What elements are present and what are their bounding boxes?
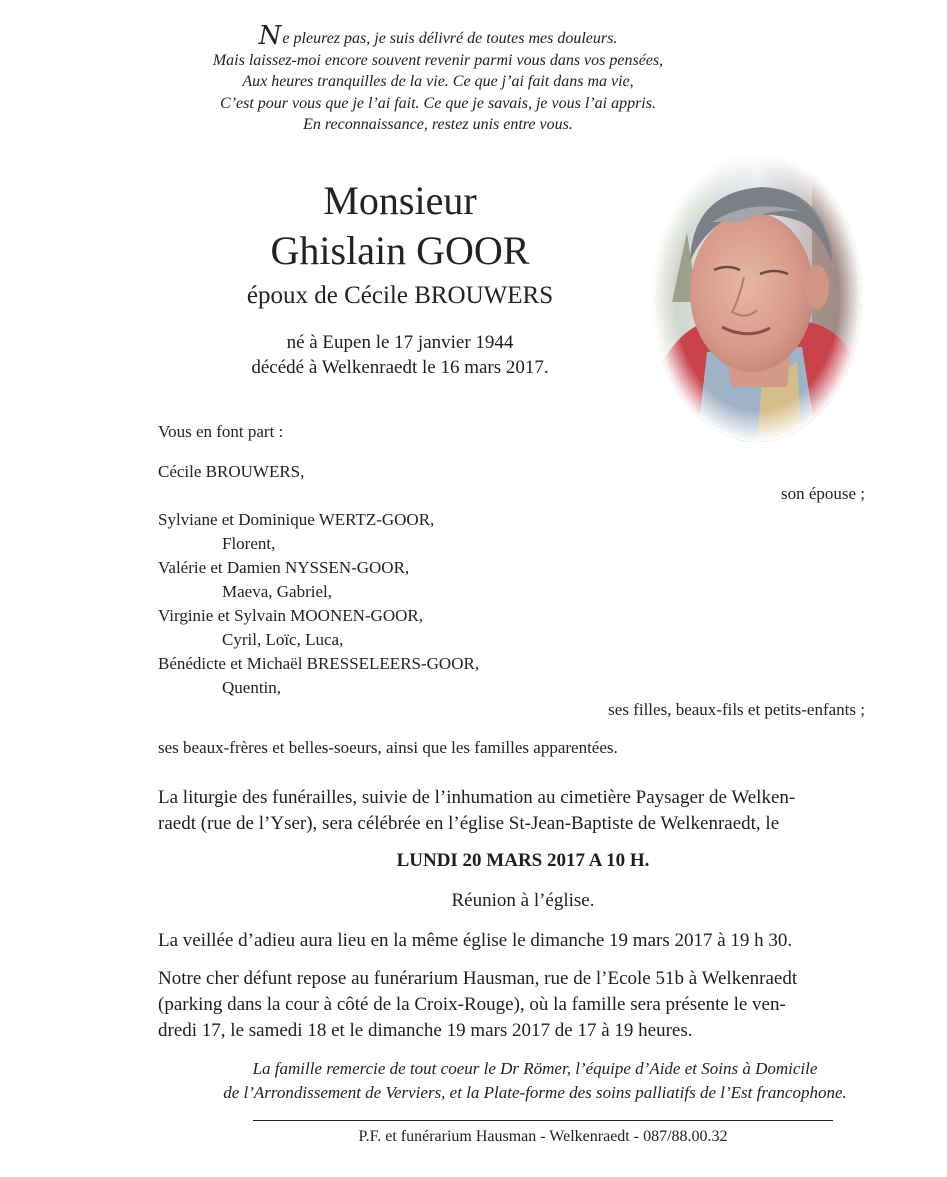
child-couple-4: Bénédicte et Michaël BRESSELEERS-GOOR, xyxy=(158,654,480,673)
poem-line-1: Ne pleurez pas, je suis délivré de toutes mes douleurs. xyxy=(258,21,618,51)
visitation-paragraph: Notre cher défunt repose au funérarium Hausman, rue de l’Ecole 51b à Welkenraedt (parking dans la cour à côté de la Croix-Rouge), où la famille sera présente le ven- dredi 17, le samedi 18 et le dimanche 19 mars 2017 de 17 à 19 heures. xyxy=(158,968,798,1041)
liturgy-paragraph: La liturgie des funérailles, suivie de l’inhumation au cimetière Paysager de Welken- raedt (rue de l’Yser), sera célébrée en l’église St-Jean-Baptiste de Welkenraedt, le xyxy=(158,787,796,834)
poem-line-5: En reconnaissance, restez unis entre vous. xyxy=(303,116,573,133)
children-relation: ses filles, beaux-fils et petits-enfants ; xyxy=(608,700,865,719)
announcement-intro: Vous en font part : xyxy=(158,422,284,441)
life-dates xyxy=(200,330,600,380)
funeral-home-footer: P.F. et funérarium Hausman - Welkenraedt - 087/88.00.32 xyxy=(358,1128,728,1145)
deceased-header xyxy=(200,176,600,380)
meeting-place: Réunion à l’église. xyxy=(451,890,595,911)
vigil-info: La veillée d’adieu aura lieu en la même église le dimanche 19 mars 2017 à 19 h 30. xyxy=(158,930,793,951)
extended-family: ses beaux-frères et belles-soeurs, ainsi que les familles apparentées. xyxy=(158,738,618,757)
deceased-name: Ghislain GOOR xyxy=(270,228,530,273)
spouse-line: époux de Cécile BROUWERS xyxy=(246,282,554,309)
thanks-note: La famille remercie de tout coeur le Dr Römer, l’équipe d’Aide et Soins à Domicile de l’Arrondissement de Verviers, et la Plate-forme des soins palliatifs de l’Est francophone. xyxy=(223,1059,847,1102)
grandchildren-2: Maeva, Gabriel, xyxy=(222,582,332,601)
drop-cap: N xyxy=(258,21,282,51)
grandchildren-1: Florent, xyxy=(222,534,276,553)
spouse-name: Cécile BROUWERS, xyxy=(158,462,305,481)
poem xyxy=(130,21,746,136)
poem-line-4: C’est pour vous que je l’ai fait. Ce que je savais, je vous l’ai appris. xyxy=(220,94,656,112)
death-line: décédé à Welkenraedt le 16 mars 2017. xyxy=(251,357,549,378)
child-couple-3: Virginie et Sylvain MOONEN-GOOR, xyxy=(158,606,423,625)
grandchildren-3: Cyril, Loïc, Luca, xyxy=(222,630,344,649)
child-couple-2: Valérie et Damien NYSSEN-GOOR, xyxy=(158,558,410,577)
footer-divider xyxy=(253,1120,833,1121)
grandchildren-4: Quentin, xyxy=(222,678,282,697)
birth-line: né à Eupen le 17 janvier 1944 xyxy=(286,332,514,353)
deceased-title: Monsieur xyxy=(323,178,477,223)
poem-line-2: Mais laissez-moi encore souvent revenir parmi vous dans vos pensées, xyxy=(212,51,664,69)
child-couple-1: Sylviane et Dominique WERTZ-GOOR, xyxy=(158,510,435,529)
spouse-relation: son épouse ; xyxy=(780,484,865,503)
poem-line-3: Aux heures tranquilles de la vie. Ce que j’ai fait dans ma vie, xyxy=(242,73,634,90)
funeral-date: LUNDI 20 MARS 2017 A 10 H. xyxy=(396,850,650,871)
portrait-photo-icon xyxy=(652,152,862,442)
